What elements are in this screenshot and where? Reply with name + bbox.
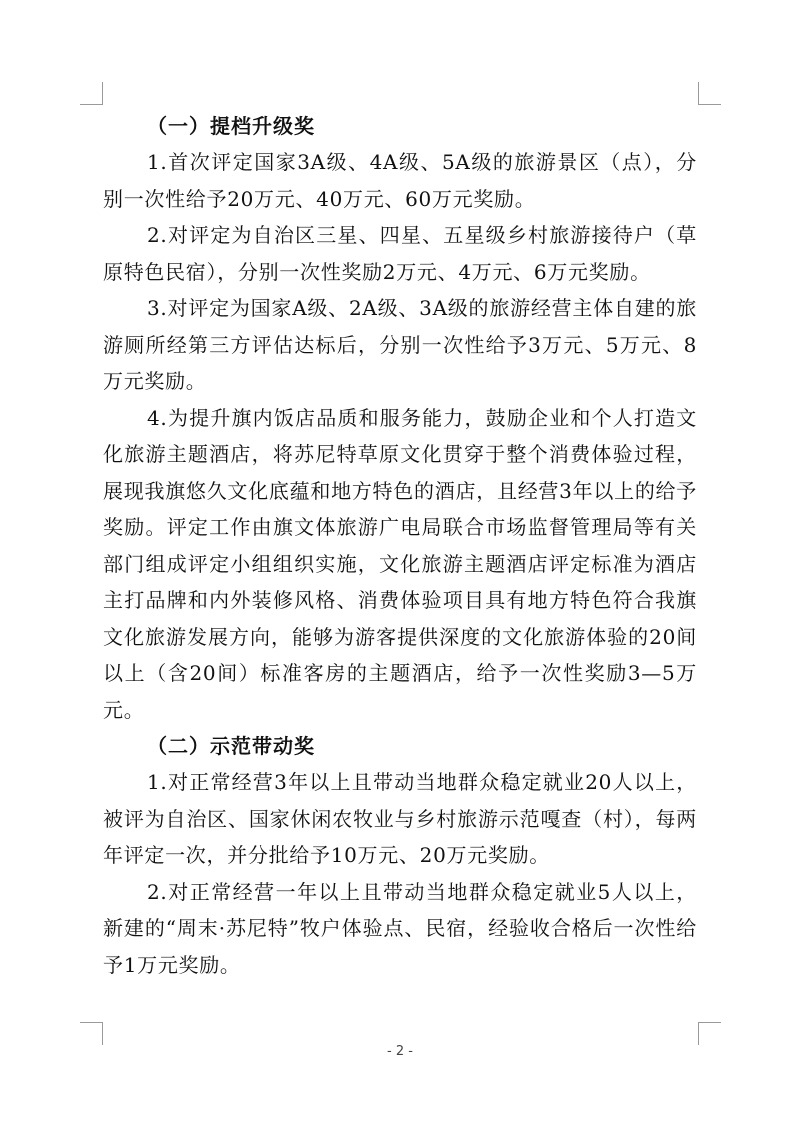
paragraph: 3.对评定为国家A级、2A级、3A级的旅游经营主体自建的旅游厕所经第三方评估达标后，分别一次性给予3万元、5万元、8万元奖励。 <box>103 296 697 393</box>
paragraph: 2.对评定为自治区三星、四星、五星级乡村旅游接待户（草原特色民宿），分别一次性奖励2万元、4万元、6万元奖励。 <box>103 223 697 284</box>
document-body <box>103 108 697 983</box>
crop-mark-top-right <box>698 82 721 105</box>
crop-mark-bottom-right <box>698 1022 721 1045</box>
crop-mark-top-left <box>80 82 103 105</box>
paragraph: 1.对正常经营3年以上且带动当地群众稳定就业20人以上，被评为自治区、国家休闲农牧业与乡村旅游示范嘎查（村），每两年评定一次，并分批给予10万元、20万元奖励。 <box>103 770 697 867</box>
paragraph: 1.首次评定国家3A级、4A级、5A级的旅游景区（点），分别一次性给予20万元、40万元、60万元奖励。 <box>103 150 697 211</box>
paragraph: 2.对正常经营一年以上且带动当地群众稳定就业5人以上，新建的“周末·苏尼特”牧户体验点、民宿，经验收合格后一次性给予1万元奖励。 <box>103 879 697 977</box>
section-heading-upgrade-award: （一）提档升级奖 <box>147 114 315 138</box>
page-number: - 2 - <box>387 1044 413 1059</box>
paragraph: 4.为提升旗内饭店品质和服务能力，鼓励企业和个人打造文化旅游主题酒店，将苏尼特草原文化贯穿于整个消费体验过程，展现我旗悠久文化底蕴和地方特色的酒店，且经营3年以上的给予奖励。评定工作由旗文体旅游广电局联合市场监督管理局等有关部门组成评定小组组织实施，文化旅游主题酒店评定标准为酒店主打品牌和内外装修风格、消费体验项目具有地方特色符合我旗文化旅游发展方向，能够为游客提供深度的文化旅游体验的20间以上（含20间）标准客房的主题酒店，给予一次性奖励3—5万元。 <box>103 405 697 722</box>
section-heading-demonstration-award: （二）示范带动奖 <box>147 734 315 758</box>
crop-mark-bottom-left <box>80 1022 103 1045</box>
